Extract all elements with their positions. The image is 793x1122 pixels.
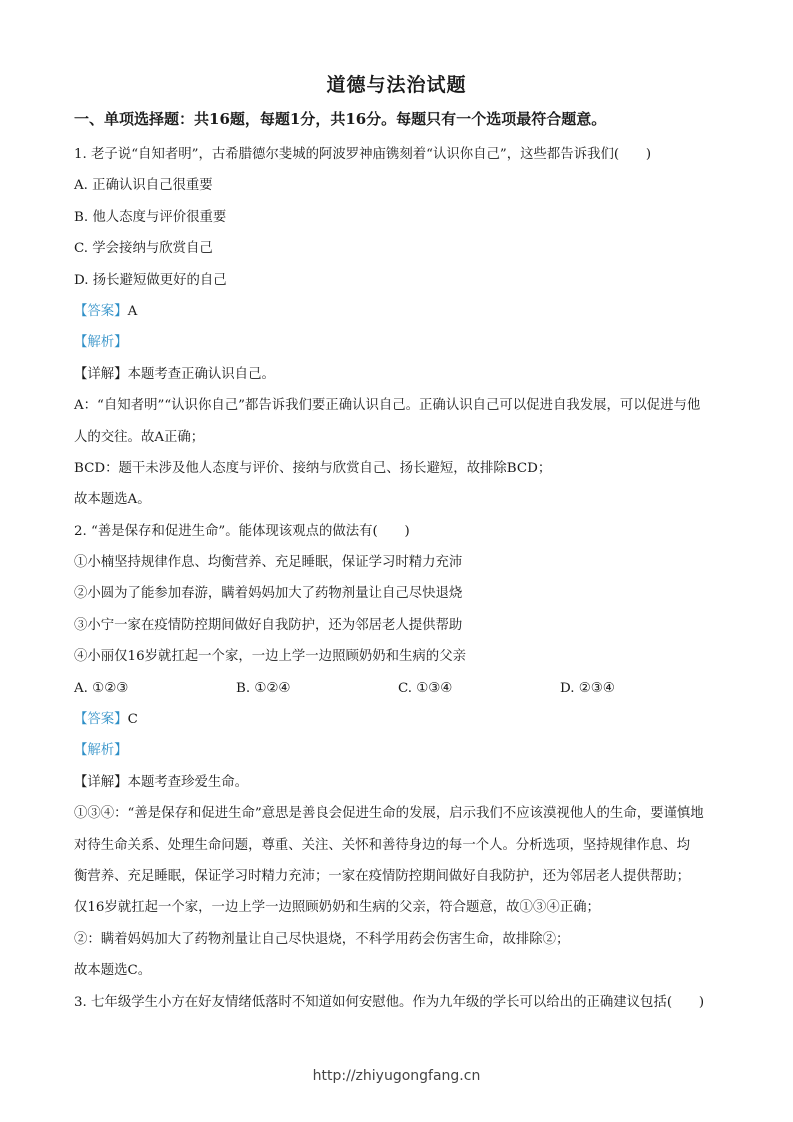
question-2-answer	[74, 704, 722, 735]
question-2-explanation-line: 故本题选C。	[74, 963, 152, 979]
question-2-option-a: A. ①②③	[74, 680, 129, 696]
question-2-option-c: C. ①③④	[398, 680, 453, 696]
question-2-item-3: ③小宁一家在疫情防控期间做好自我防护，还为邻居老人提供帮助	[74, 617, 463, 633]
question-2-analysis	[74, 735, 722, 766]
question-1-explanation-line: 人的交往。故A正确；	[74, 429, 205, 445]
answer-tag: 【答案】	[74, 712, 128, 728]
detail-text: 本题考查珍爱生命。	[127, 774, 249, 790]
analysis-tag: 【解析】	[74, 335, 128, 351]
question-1-explanation-line: A：“自知者明”“认识你自己”都告诉我们要正确认识自己。正确认识自己可以促进自我发展，可以促进与他	[74, 398, 701, 414]
question-2-detail	[74, 767, 722, 798]
question-1-option-b: B. 他人态度与评价很重要	[74, 209, 227, 225]
page-title: 道德与法治试题	[326, 74, 467, 96]
question-1-stem: 1. 老子说“自知者明”，古希腊德尔斐城的阿波罗神庙镌刻着“认识你自己”，这些都告诉我们( )	[74, 147, 652, 162]
answer-value: C	[127, 712, 138, 728]
question-2-explanation-line: ①③④：“善是保存和促进生命”意思是善良会促进生命的发展，启示我们不应该漠视他人的生命，要谨慎地	[74, 806, 704, 822]
question-2-explanation-line: 对待生命关系、处理生命问题，尊重、关注、关怀和善待身边的每一个人。分析选项，坚持规律作息、均	[74, 837, 690, 853]
detail-tag: 【详解】	[74, 366, 128, 382]
question-1-explanation-line: 故本题选A。	[74, 492, 151, 508]
question-1-explanation-line: BCD：题干未涉及他人态度与评价、接纳与欣赏自己、扬长避短，故排除BCD；	[74, 460, 552, 476]
answer-value: A	[127, 303, 138, 319]
footer-url[interactable]: http://zhiyugongfang.cn	[312, 1068, 481, 1084]
question-2-explanation-line: ②：瞒着妈妈加大了药物剂量让自己尽快退烧，不科学用药会伤害生命，故排除②；	[74, 931, 570, 947]
question-2-options	[74, 673, 722, 704]
question-2-explanation-line: 衡营养、充足睡眠，保证学习时精力充沛；一家在疫情防控期间做好自我防护，还为邻居老人提供帮助；	[74, 868, 690, 884]
detail-tag: 【详解】	[74, 774, 128, 790]
question-content	[74, 139, 722, 1018]
question-1-answer	[74, 296, 722, 327]
answer-tag: 【答案】	[74, 303, 128, 319]
question-2-item-1: ①小楠坚持规律作息、均衡营养、充足睡眠，保证学习时精力充沛	[74, 555, 463, 571]
question-2-item-2: ②小圆为了能参加春游，瞒着妈妈加大了药物剂量让自己尽快退烧	[74, 586, 463, 602]
question-2-option-b: B. ①②④	[236, 680, 291, 696]
question-1-detail	[74, 359, 722, 390]
question-2-explanation-line: 仅16岁就扛起一个家，一边上学一边照顾奶奶和生病的父亲，符合题意，故①③④正确；	[74, 900, 600, 916]
question-1-option-d: D. 扬长避短做更好的自己	[74, 272, 227, 288]
question-1-analysis	[74, 327, 722, 358]
question-2-option-d: D. ②③④	[560, 680, 615, 696]
question-2-item-4: ④小丽仅16岁就扛起一个家，一边上学一边照顾奶奶和生病的父亲	[74, 649, 466, 665]
question-1-option-c: C. 学会接纳与欣赏自己	[74, 241, 213, 257]
question-1-option-a: A. 正确认识自己很重要	[74, 178, 213, 194]
question-2-stem: 2. “善是保存和促进生命”。能体现该观点的做法有( )	[74, 523, 410, 539]
question-3-stem: 3. 七年级学生小方在好友情绪低落时不知道如何安慰他。作为九年级的学长可以给出的正确建议包括( )	[74, 994, 705, 1010]
section-heading: 一、单项选择题：共16题，每题1分，共16分。每题只有一个选项最符合题意。	[74, 110, 607, 128]
analysis-tag: 【解析】	[74, 743, 128, 759]
detail-text: 本题考查正确认识自己。	[127, 366, 275, 382]
